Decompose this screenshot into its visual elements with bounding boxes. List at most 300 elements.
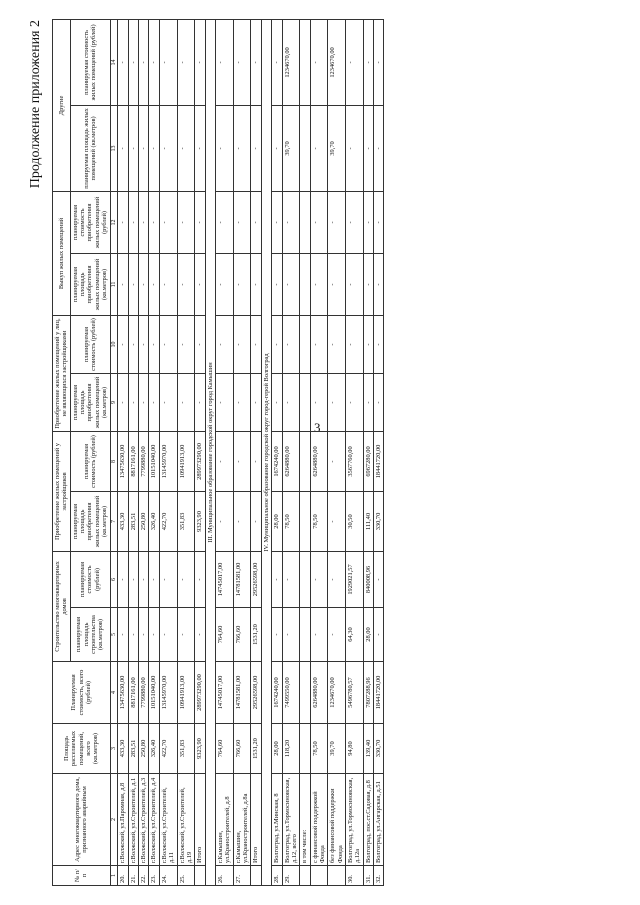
table-row bbox=[282, 19, 300, 885]
table-cell: 10941913,00 bbox=[177, 431, 195, 491]
table-cell: - bbox=[272, 373, 282, 431]
table-cell: - bbox=[139, 608, 149, 662]
table-cell: - bbox=[159, 105, 177, 191]
table-cell: 764,60 bbox=[216, 608, 234, 662]
table-cell: без финансовой поддержки Фонда bbox=[328, 774, 346, 866]
table-cell: 18441720,00 bbox=[374, 662, 384, 724]
table-cell: 1531,20 bbox=[251, 724, 261, 774]
table-cell: 422,70 bbox=[159, 491, 177, 551]
table-cell: - bbox=[139, 19, 149, 105]
table-cell: - bbox=[310, 105, 328, 191]
table-row bbox=[195, 19, 205, 885]
table-cell: Итого bbox=[195, 774, 205, 866]
table-cell: - bbox=[282, 253, 300, 315]
table-cell: - bbox=[374, 315, 384, 373]
table-cell: - bbox=[195, 191, 205, 253]
table-cell: - bbox=[251, 253, 261, 315]
table-cell: 6264880,00 bbox=[282, 431, 300, 491]
table-cell: 139,40 bbox=[363, 724, 373, 774]
column-number: 2 bbox=[110, 774, 118, 866]
table-cell: - bbox=[346, 191, 364, 253]
table-row bbox=[310, 19, 328, 885]
table-cell: 330,70 bbox=[374, 724, 384, 774]
table-cell: 289973290,00 bbox=[195, 662, 205, 724]
table-cell: - bbox=[128, 105, 138, 191]
table-cell: - bbox=[139, 253, 149, 315]
table-cell: г.Волжский, ул.Паромная, д.8 bbox=[118, 774, 128, 866]
table-cell: - bbox=[374, 191, 384, 253]
table-cell bbox=[300, 105, 310, 191]
resettlement-table bbox=[52, 19, 384, 886]
table-cell: 24. bbox=[159, 866, 177, 886]
table-cell: - bbox=[216, 253, 234, 315]
table-cell: - bbox=[139, 373, 149, 431]
section-row bbox=[205, 19, 215, 885]
table-cell: 14781581,00 bbox=[233, 662, 251, 724]
page-number: 3 bbox=[314, 420, 321, 435]
table-cell: - bbox=[159, 191, 177, 253]
subheader-cost-other: планируемая стоимость жилых помещений (рублей) bbox=[70, 19, 110, 105]
table-cell: - bbox=[251, 191, 261, 253]
table-cell: - bbox=[216, 315, 234, 373]
table-cell: - bbox=[374, 105, 384, 191]
table-row bbox=[363, 19, 373, 885]
table-cell: 9323,90 bbox=[195, 724, 205, 774]
table-cell: 21. bbox=[128, 866, 138, 886]
table-cell: - bbox=[251, 431, 261, 491]
table-cell bbox=[300, 608, 310, 662]
table-cell: 351,83 bbox=[177, 724, 195, 774]
table-cell: - bbox=[374, 551, 384, 607]
table-cell: - bbox=[251, 491, 261, 551]
table-cell: 23. bbox=[149, 866, 159, 886]
table-cell: - bbox=[310, 373, 328, 431]
column-number: 7 bbox=[110, 491, 118, 551]
table-cell: 29526598,00 bbox=[251, 662, 261, 724]
table-cell: 7499550,00 bbox=[282, 662, 300, 724]
table-cell: - bbox=[272, 315, 282, 373]
table-cell: 1234670,00 bbox=[328, 662, 346, 724]
table-cell: - bbox=[328, 253, 346, 315]
table-cell: 6967280,00 bbox=[363, 431, 373, 491]
table-cell: 10151040,00 bbox=[149, 662, 159, 724]
table-cell: 433,30 bbox=[118, 491, 128, 551]
table-cell: 1234670,00 bbox=[282, 19, 300, 105]
table-cell: Волгоград, ул.Тормосиновская, д.12а bbox=[346, 774, 364, 866]
table-cell: 78,50 bbox=[282, 491, 300, 551]
table-cell: - bbox=[149, 253, 159, 315]
table-cell: - bbox=[118, 315, 128, 373]
table-cell: - bbox=[216, 105, 234, 191]
table-cell: - bbox=[272, 19, 282, 105]
table-cell: - bbox=[149, 373, 159, 431]
table-cell: в том числе: bbox=[300, 774, 310, 866]
table-row bbox=[159, 19, 177, 885]
table-cell: - bbox=[272, 551, 282, 607]
table-cell: - bbox=[328, 491, 346, 551]
table-cell: 283,51 bbox=[128, 491, 138, 551]
subheader-area-other: планируемая площадь жилых помещений (кв.метров) bbox=[70, 105, 110, 191]
column-number: 9 bbox=[110, 373, 118, 431]
table-cell: 30. bbox=[346, 866, 364, 886]
table-cell: - bbox=[363, 253, 373, 315]
table-cell: - bbox=[346, 105, 364, 191]
table-cell: г.Волжский, ул.Строителей, д.19 bbox=[177, 774, 195, 866]
table-cell: - bbox=[195, 315, 205, 373]
table-cell: - bbox=[310, 191, 328, 253]
table-cell: 14745017,00 bbox=[216, 662, 234, 724]
table-cell: - bbox=[251, 19, 261, 105]
table-cell: - bbox=[177, 253, 195, 315]
table-cell: - bbox=[128, 315, 138, 373]
table-cell: 840008,96 bbox=[363, 551, 373, 607]
table-cell: - bbox=[282, 373, 300, 431]
table-cell: - bbox=[159, 19, 177, 105]
table-cell: - bbox=[195, 105, 205, 191]
table-cell: - bbox=[310, 551, 328, 607]
table-cell: 39,70 bbox=[328, 105, 346, 191]
table-cell: - bbox=[233, 253, 251, 315]
table-cell: 6264880,00 bbox=[310, 431, 328, 491]
table-cell: 351,83 bbox=[177, 491, 195, 551]
table-cell: - bbox=[374, 253, 384, 315]
column-number: 13 bbox=[110, 105, 118, 191]
table-cell: - bbox=[328, 431, 346, 491]
column-number: 11 bbox=[110, 253, 118, 315]
table-cell: - bbox=[328, 373, 346, 431]
table-cell: с финансовой поддержкой Фонда bbox=[310, 774, 328, 866]
table-cell: - bbox=[149, 608, 159, 662]
table-cell: - bbox=[118, 191, 128, 253]
table-cell bbox=[300, 431, 310, 491]
table-cell: - bbox=[139, 191, 149, 253]
table-cell: - bbox=[363, 315, 373, 373]
table-cell bbox=[251, 866, 261, 886]
table-cell: - bbox=[328, 315, 346, 373]
table-cell: - bbox=[328, 608, 346, 662]
header-num: № п/п bbox=[53, 866, 111, 886]
table-cell: Волгоград, ул.Минская, 8 bbox=[272, 774, 282, 866]
table-cell: - bbox=[159, 551, 177, 607]
table-cell: г.Камышин, ул.Краностроителей, д.8 bbox=[216, 774, 234, 866]
table-cell: - bbox=[159, 608, 177, 662]
table-cell: - bbox=[216, 431, 234, 491]
table-cell: 32. bbox=[374, 866, 384, 886]
table-cell: 78,50 bbox=[310, 724, 328, 774]
table-cell: - bbox=[310, 608, 328, 662]
table-cell: 10941913,00 bbox=[177, 662, 195, 724]
table-cell: 28,00 bbox=[363, 608, 373, 662]
table-cell: 28,00 bbox=[272, 491, 282, 551]
table-cell: - bbox=[149, 315, 159, 373]
table-cell: - bbox=[195, 551, 205, 607]
table-cell bbox=[300, 491, 310, 551]
table-cell: - bbox=[128, 551, 138, 607]
table-cell: 39,70 bbox=[282, 105, 300, 191]
table-row bbox=[216, 19, 234, 885]
table-row bbox=[128, 19, 138, 885]
header-construction: Строительство многоквартирных домов bbox=[53, 551, 71, 661]
table-cell: - bbox=[128, 191, 138, 253]
column-number: 12 bbox=[110, 191, 118, 253]
table-cell: 64,30 bbox=[346, 608, 364, 662]
subheader-cost: планируемая стоимость (рублей) bbox=[70, 431, 110, 491]
appendix-caption: Продолжение приложения 2 bbox=[28, 20, 43, 189]
table-cell: - bbox=[128, 253, 138, 315]
table-cell: 283,51 bbox=[128, 724, 138, 774]
table-cell bbox=[300, 373, 310, 431]
table-cell: 7799880,00 bbox=[139, 431, 149, 491]
table-cell: 3567760,00 bbox=[346, 431, 364, 491]
table-cell: 289973290,00 bbox=[195, 431, 205, 491]
table-cell: - bbox=[310, 315, 328, 373]
table-cell: - bbox=[159, 373, 177, 431]
table-cell: - bbox=[272, 608, 282, 662]
table-cell: 13475630,00 bbox=[118, 431, 128, 491]
column-number: 3 bbox=[110, 724, 118, 774]
table-cell: - bbox=[346, 373, 364, 431]
table-cell: - bbox=[272, 253, 282, 315]
table-cell: - bbox=[177, 608, 195, 662]
table-cell: 30,50 bbox=[346, 491, 364, 551]
header-address: Адрес многоквартирного дома, признанного аварийным bbox=[53, 774, 111, 866]
table-cell: - bbox=[139, 315, 149, 373]
header-buyout: Выкуп жилых помещений bbox=[53, 191, 71, 315]
table-cell: - bbox=[195, 19, 205, 105]
table-cell: - bbox=[128, 373, 138, 431]
table-cell: 25. bbox=[177, 866, 195, 886]
table-cell: - bbox=[310, 253, 328, 315]
table-cell: 764,60 bbox=[216, 724, 234, 774]
table-row bbox=[346, 19, 364, 885]
table-cell: 1929021,57 bbox=[346, 551, 364, 607]
table-row bbox=[272, 19, 282, 885]
table-cell: - bbox=[346, 19, 364, 105]
column-number: 6 bbox=[110, 551, 118, 607]
table-cell: - bbox=[118, 608, 128, 662]
table-cell: 10151040,00 bbox=[149, 431, 159, 491]
table-cell: - bbox=[233, 19, 251, 105]
table-cell: 78,50 bbox=[310, 491, 328, 551]
column-number: 14 bbox=[110, 19, 118, 105]
table-cell: - bbox=[233, 105, 251, 191]
table-cell: - bbox=[272, 105, 282, 191]
table-cell: г.Волжский, ул.Строителей, д.11 bbox=[159, 774, 177, 866]
table-cell: 20. bbox=[118, 866, 128, 886]
table-cell: - bbox=[233, 491, 251, 551]
table-cell: - bbox=[328, 191, 346, 253]
table-cell: - bbox=[118, 253, 128, 315]
table-cell: Волгоград, ул.Тормосиновская, д.12, всего bbox=[282, 774, 300, 866]
table-row bbox=[118, 19, 128, 885]
table-cell: 9323,90 bbox=[195, 491, 205, 551]
table-cell: 18441720,00 bbox=[374, 431, 384, 491]
table-cell: - bbox=[374, 19, 384, 105]
table-cell: - bbox=[159, 253, 177, 315]
table-cell bbox=[300, 551, 310, 607]
table-cell: - bbox=[118, 551, 128, 607]
table-cell: 14781581,00 bbox=[233, 551, 251, 607]
table-cell: - bbox=[195, 373, 205, 431]
table-row bbox=[139, 19, 149, 885]
subheader-cost: планируемая стоимость (рублей) bbox=[70, 315, 110, 373]
table-cell: - bbox=[149, 105, 159, 191]
table-cell: - bbox=[251, 373, 261, 431]
table-cell: 28. bbox=[272, 866, 282, 886]
table-cell: - bbox=[363, 191, 373, 253]
table-cell: 1531,20 bbox=[251, 608, 261, 662]
table-cell bbox=[300, 662, 310, 724]
table-cell: 39,70 bbox=[328, 724, 346, 774]
table-cell: 29526598,00 bbox=[251, 551, 261, 607]
table-cell: - bbox=[233, 315, 251, 373]
table-cell: 31. bbox=[363, 866, 373, 886]
table-cell: - bbox=[282, 191, 300, 253]
table-cell: 14745017,00 bbox=[216, 551, 234, 607]
table-cell bbox=[300, 315, 310, 373]
table-cell: - bbox=[128, 608, 138, 662]
table-cell: Волгоград, пос.ст.Садовая, д.8 bbox=[363, 774, 373, 866]
table-cell: 7807288,96 bbox=[363, 662, 373, 724]
table-row bbox=[328, 19, 346, 885]
table-cell: 250,80 bbox=[139, 491, 149, 551]
table-cell: - bbox=[149, 551, 159, 607]
table-cell: - bbox=[118, 105, 128, 191]
table-cell: - bbox=[363, 105, 373, 191]
table-cell: 27. bbox=[233, 866, 251, 886]
table-cell: 13475630,00 bbox=[118, 662, 128, 724]
table-row bbox=[233, 19, 251, 885]
header-other: Другие bbox=[53, 19, 71, 191]
table-cell: - bbox=[195, 253, 205, 315]
table-cell: 5496780,57 bbox=[346, 662, 364, 724]
column-number: 8 bbox=[110, 431, 118, 491]
table-cell bbox=[328, 866, 346, 886]
table-cell bbox=[195, 866, 205, 886]
table-cell: - bbox=[159, 315, 177, 373]
header-area: Площадь расселяемых помещений, всего (кв.метров) bbox=[53, 724, 111, 774]
table-cell: 330,70 bbox=[374, 491, 384, 551]
table-cell: 118,20 bbox=[282, 724, 300, 774]
table-cell bbox=[310, 866, 328, 886]
table-cell bbox=[300, 724, 310, 774]
table-cell: - bbox=[251, 105, 261, 191]
table-cell: Волгоград, ул.Ангарская, д.51 bbox=[374, 774, 384, 866]
subheader-area-buyout: планируемая площадь приобретения жилых помещений (кв.метров) bbox=[70, 253, 110, 315]
table-cell: 1674240,00 bbox=[272, 662, 282, 724]
table-cell: 766,60 bbox=[233, 608, 251, 662]
table-cell: - bbox=[177, 105, 195, 191]
table-cell: 250,80 bbox=[139, 724, 149, 774]
table-cell: 7799880,00 bbox=[139, 662, 149, 724]
table-cell: 6264880,00 bbox=[310, 662, 328, 724]
table-cell: - bbox=[216, 19, 234, 105]
table-cell: - bbox=[118, 373, 128, 431]
table-cell: - bbox=[282, 551, 300, 607]
table-cell: - bbox=[149, 191, 159, 253]
table-cell: - bbox=[233, 191, 251, 253]
table-cell bbox=[300, 191, 310, 253]
table-cell: - bbox=[216, 491, 234, 551]
table-cell: г.Волжский, ул.Строителей, д.3 bbox=[139, 774, 149, 866]
section-title: IV. Муниципальное образование городской округ город-герой Волгоград bbox=[261, 19, 271, 885]
table-cell: 326,40 bbox=[149, 724, 159, 774]
table-cell: 422,70 bbox=[159, 724, 177, 774]
table-cell: г.Волжский, ул.Строителей, д.4 bbox=[149, 774, 159, 866]
subheader-cost-buyout: планируемая стоимость приобретения жилых помещений (рублей) bbox=[70, 191, 110, 253]
header-purchase-others: Приобретение жилых помещений у лиц, не являющихся застройщиками bbox=[53, 315, 71, 431]
table-cell: - bbox=[363, 373, 373, 431]
table-cell: - bbox=[195, 608, 205, 662]
header-total-cost: Планируемая стоимость, всего (рублей) bbox=[53, 662, 111, 724]
table-row bbox=[374, 19, 384, 885]
table-cell: г.Волжский, ул.Строителей, д.1 bbox=[128, 774, 138, 866]
subheader-area-acquisition: планируемая площадь приобретения жилых помещений (кв.метров) bbox=[70, 373, 110, 431]
table-cell: 433,30 bbox=[118, 724, 128, 774]
table-cell: - bbox=[251, 315, 261, 373]
table-cell: - bbox=[374, 608, 384, 662]
table-cell: 28,00 bbox=[272, 724, 282, 774]
column-number: 4 bbox=[110, 662, 118, 724]
table-cell: 8817161,00 bbox=[128, 662, 138, 724]
table-cell: - bbox=[139, 105, 149, 191]
table-cell: 1234670,00 bbox=[328, 19, 346, 105]
table-cell: 13145970,00 bbox=[159, 662, 177, 724]
table-row bbox=[177, 19, 195, 885]
table-cell bbox=[300, 866, 310, 886]
section-row bbox=[261, 19, 271, 885]
table-cell: - bbox=[128, 19, 138, 105]
table-cell: 22. bbox=[139, 866, 149, 886]
table-cell: 29. bbox=[282, 866, 300, 886]
table-cell: - bbox=[177, 373, 195, 431]
table-cell: 111,40 bbox=[363, 491, 373, 551]
rotated-table-page bbox=[18, 12, 622, 892]
column-number: 10 bbox=[110, 315, 118, 373]
table-cell: - bbox=[177, 19, 195, 105]
table-cell: - bbox=[310, 19, 328, 105]
table-cell: - bbox=[177, 315, 195, 373]
table-cell: - bbox=[118, 19, 128, 105]
section-title: III. Муниципальное образование городской округ город Камышин bbox=[205, 19, 215, 885]
table-cell: 1674240,00 bbox=[272, 431, 282, 491]
column-numbers-row bbox=[110, 19, 118, 885]
subheader-area-construction: планируемая площадь строительства (кв.метров) bbox=[70, 608, 110, 662]
table-cell: - bbox=[346, 315, 364, 373]
table-cell bbox=[300, 253, 310, 315]
table-cell: 8817161,00 bbox=[128, 431, 138, 491]
subheader-area-acquisition: планируемая площадь приобретения жилых помещений (кв.метров) bbox=[70, 491, 110, 551]
table-cell: - bbox=[282, 608, 300, 662]
table-cell: - bbox=[282, 315, 300, 373]
table-cell: Итого bbox=[251, 774, 261, 866]
table-cell: - bbox=[177, 191, 195, 253]
table-cell: 13145970,00 bbox=[159, 431, 177, 491]
table-cell: - bbox=[272, 191, 282, 253]
table-cell: г.Камышин, ул.Краностроителей, д.8а bbox=[233, 774, 251, 866]
table-row bbox=[149, 19, 159, 885]
table-cell: - bbox=[149, 19, 159, 105]
header-purchase-developers: Приобретение жилых помещений у застройщиков bbox=[53, 431, 71, 551]
table-row bbox=[300, 19, 310, 885]
table-cell: - bbox=[216, 191, 234, 253]
table-body bbox=[118, 19, 384, 885]
table-cell: - bbox=[233, 373, 251, 431]
table-cell: 94,80 bbox=[346, 724, 364, 774]
table-cell: 26. bbox=[216, 866, 234, 886]
subheader-cost: планируемая стоимость (рублей) bbox=[70, 551, 110, 607]
table-cell bbox=[300, 19, 310, 105]
